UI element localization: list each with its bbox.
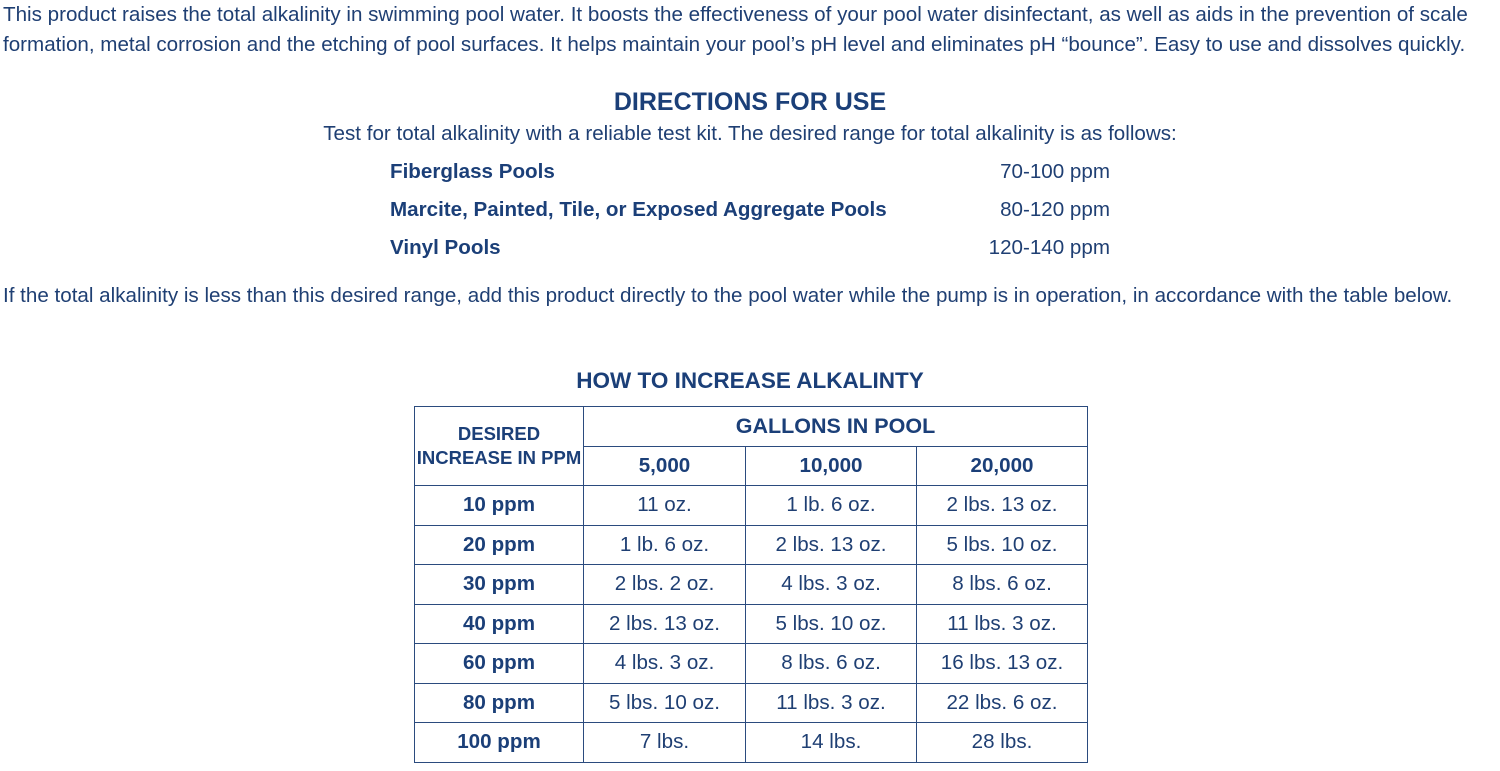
table-cell: 2 lbs. 13 oz. bbox=[746, 525, 917, 565]
table-row bbox=[415, 683, 1088, 723]
table-cell: 7 lbs. bbox=[584, 723, 746, 763]
table-cell: 5 lbs. 10 oz. bbox=[584, 683, 746, 723]
table-row bbox=[415, 565, 1088, 605]
table-cell: 4 lbs. 3 oz. bbox=[584, 644, 746, 684]
table-cell: 5 lbs. 10 oz. bbox=[917, 525, 1088, 565]
range-row-fiberglass bbox=[390, 157, 1110, 187]
instructions-text: If the total alkalinity is less than this desired range, add this product directly to the pool water while the pump is in operation, in accordance with the table below. bbox=[3, 284, 1453, 307]
table-cell: 11 oz. bbox=[584, 486, 746, 526]
table-cell: 14 lbs. bbox=[746, 723, 917, 763]
directions-text: Test for total alkalinity with a reliable test kit. The desired range for total alkalinity is as follows: bbox=[323, 122, 1177, 145]
product-description: This product raises the total alkalinity in swimming pool water. It boosts the effectiveness of your pool water disinfectant, as well as aids in the prevention of scale formation, metal corrosion and the etching of pool surfaces. It helps maintain your pool’s pH level and eliminates pH “bounce”. Easy to use and dissolves quickly. bbox=[3, 3, 1468, 56]
range-pool-name: Vinyl Pools bbox=[390, 236, 501, 259]
table-cell: 8 lbs. 6 oz. bbox=[746, 644, 917, 684]
column-header: 10,000 bbox=[746, 446, 917, 486]
table-cell: 1 lb. 6 oz. bbox=[746, 486, 917, 526]
table-header-row bbox=[415, 407, 1088, 447]
table-cell: 28 lbs. bbox=[917, 723, 1088, 763]
desired-increase-header: DESIRED INCREASE IN PPM bbox=[415, 407, 584, 486]
directions-title: DIRECTIONS FOR USE bbox=[613, 88, 887, 116]
table-row bbox=[415, 486, 1088, 526]
gallons-header: GALLONS IN POOL bbox=[584, 407, 1088, 447]
table-cell: 2 lbs. 13 oz. bbox=[917, 486, 1088, 526]
table-cell: 4 lbs. 3 oz. bbox=[746, 565, 917, 605]
range-row-vinyl bbox=[390, 233, 1110, 263]
column-header: 20,000 bbox=[917, 446, 1088, 486]
row-label: 20 ppm bbox=[415, 525, 584, 565]
table-row bbox=[415, 723, 1088, 763]
row-label: 10 ppm bbox=[415, 486, 584, 526]
range-value: 70-100 ppm bbox=[1000, 160, 1110, 183]
table-cell: 11 lbs. 3 oz. bbox=[917, 604, 1088, 644]
row-label: 30 ppm bbox=[415, 565, 584, 605]
range-pool-name: Marcite, Painted, Tile, or Exposed Aggregate Pools bbox=[390, 198, 887, 221]
alkalinity-table bbox=[414, 406, 1088, 763]
row-label: 100 ppm bbox=[415, 723, 584, 763]
table-cell: 5 lbs. 10 oz. bbox=[746, 604, 917, 644]
range-row-marcite bbox=[390, 195, 1110, 225]
table-row bbox=[415, 525, 1088, 565]
range-value: 120-140 ppm bbox=[988, 236, 1110, 259]
table-row bbox=[415, 604, 1088, 644]
table-row bbox=[415, 644, 1088, 684]
table-title: HOW TO INCREASE ALKALINTY bbox=[576, 368, 924, 393]
table-cell: 16 lbs. 13 oz. bbox=[917, 644, 1088, 684]
table-cell: 8 lbs. 6 oz. bbox=[917, 565, 1088, 605]
row-label: 60 ppm bbox=[415, 644, 584, 684]
table-cell: 1 lb. 6 oz. bbox=[584, 525, 746, 565]
table-cell: 22 lbs. 6 oz. bbox=[917, 683, 1088, 723]
table-cell: 2 lbs. 13 oz. bbox=[584, 604, 746, 644]
row-label: 80 ppm bbox=[415, 683, 584, 723]
table-cell: 2 lbs. 2 oz. bbox=[584, 565, 746, 605]
range-pool-name: Fiberglass Pools bbox=[390, 160, 555, 183]
table-cell: 11 lbs. 3 oz. bbox=[746, 683, 917, 723]
row-label: 40 ppm bbox=[415, 604, 584, 644]
column-header: 5,000 bbox=[584, 446, 746, 486]
range-value: 80-120 ppm bbox=[1000, 198, 1110, 221]
